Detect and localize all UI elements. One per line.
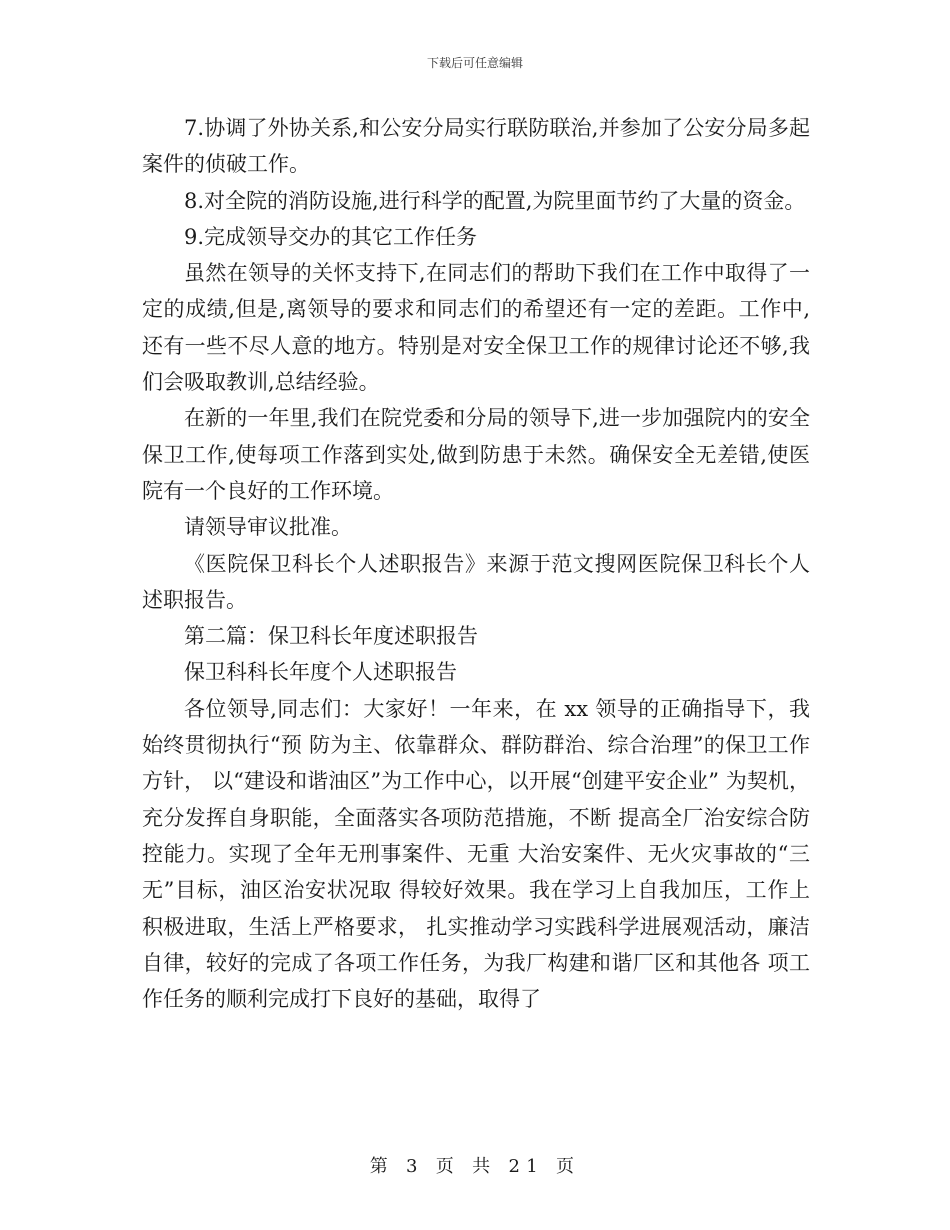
paragraph-9: 9.完成领导交办的其它工作任务 <box>184 224 478 249</box>
page-number: 第 3 页 共 21 页 <box>369 1156 581 1177</box>
paragraph-new-year: 在新的一年里,我们在院党委和分局的领导下,进一步加强院内的安全保卫工作,使每项工作落到实处,做到防患于未然。确保安全无差错,使医院有一个良好的工作环境。 <box>142 406 810 503</box>
paragraph-summary: 虽然在领导的关怀支持下,在同志们的帮助下我们在工作中取得了一定的成绩,但是,离领导的要求和同志们的希望还有一定的差距。工作中,还有一些不尽人意的地方。特别是对安全保卫工作的规律讨论还不够,我们会吸取教训,总结经验。 <box>142 261 810 395</box>
page-header-note: 下载后可任意编辑 <box>426 56 523 70</box>
paragraph-8: 8.对全院的消防设施,进行科学的配置,为院里面节约了大量的资金。 <box>184 188 806 213</box>
paragraph-greeting: 各位领导,同志们：大家好！一年来，在 xx 领导的正确指导下，我始终贯彻执行“预 防为主、依靠群众、群防群治、综合治理”的保卫工作方针， 以“建设和谐油区”为工作中心，以开展“创建平安企业” 为契机，充分发挥自身职能，全面落实各项防范措施，不断 提高全厂治安综合防控能力。实现了全年无刑事案件、无重 大治安案件、无火灾事故的“三无”目标，油区治安状况取 得较好效果。我在学习上自我加压，工作上积极进取，生活上严格要求， 扎实推动学习实践科学进展观活动，廉洁自律，较好的完成了各项工作任务，为我厂构建和谐厂区和其他各 项工作任务的顺利完成打下良好的基础，取得了 <box>142 696 810 1012</box>
paragraph-source: 《医院保卫科长个人述职报告》来源于范文搜网医院保卫科长个人述职报告。 <box>142 551 810 612</box>
section-heading: 第二篇：保卫科长年度述职报告 <box>184 624 478 649</box>
paragraph-7: 7.协调了外协关系,和公安分局实行联防联治,并参加了公安分局多起案件的侦破工作。 <box>142 116 810 177</box>
report-title: 保卫科科长年度个人述职报告 <box>184 660 457 685</box>
document-body <box>142 110 810 1017</box>
paragraph-request: 请领导审议批准。 <box>184 515 352 540</box>
